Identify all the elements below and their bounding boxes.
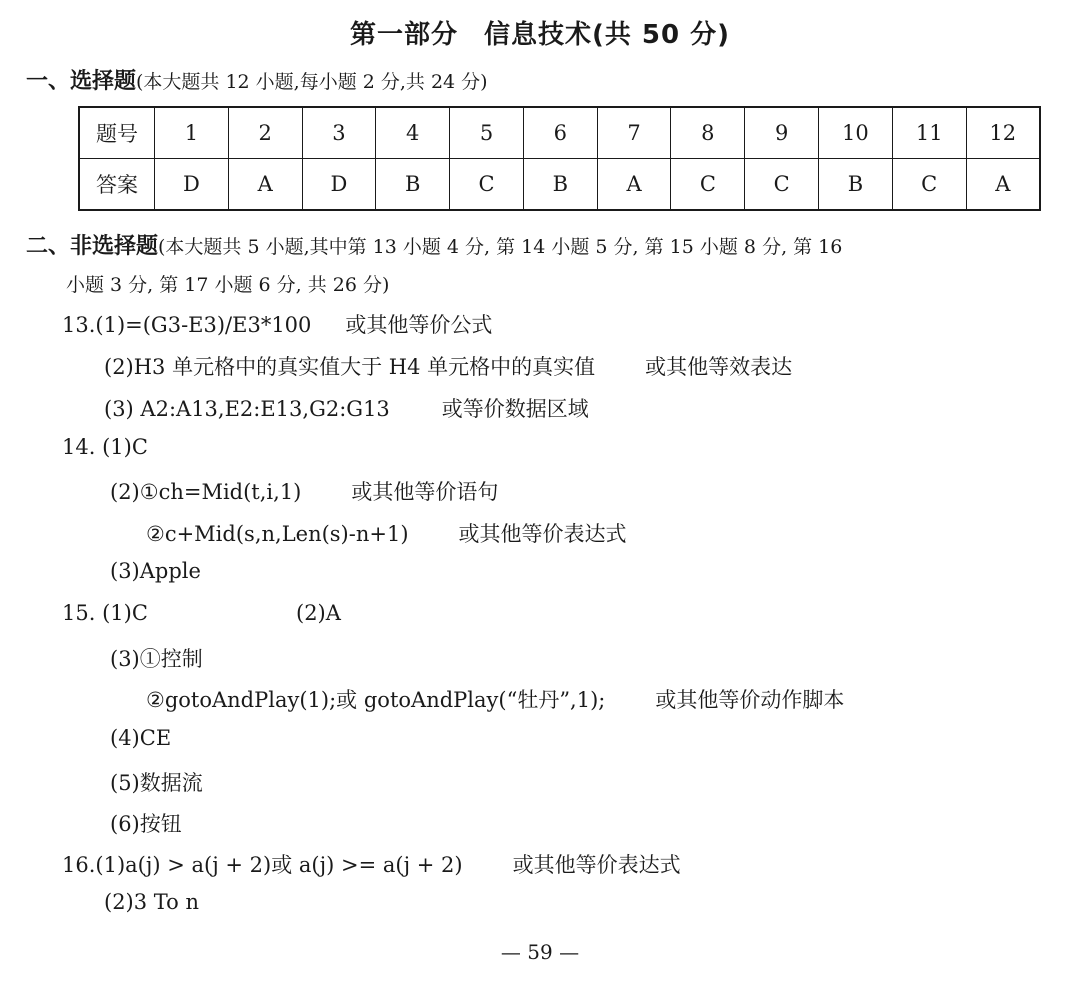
question-number: 6 <box>523 107 597 159</box>
question-number: 2 <box>228 107 302 159</box>
q13-part2-alt: 或其他等效表达 <box>645 355 793 379</box>
q14-part2b-alt: 或其他等价表达式 <box>458 522 627 546</box>
question-number: 9 <box>745 107 819 159</box>
answer-cell: D <box>302 159 376 211</box>
answer-cell: A <box>966 159 1040 211</box>
section2-header <box>26 229 842 260</box>
number-row <box>79 107 1040 159</box>
section1-heading: 一、选择题 <box>26 69 137 94</box>
q13-part3 <box>104 393 589 423</box>
q14-part1: 14. (1)C <box>62 435 148 459</box>
answer-row <box>79 159 1040 211</box>
q13-part1-answer: 13.(1)=(G3-E3)/E3*100 <box>62 313 312 337</box>
title-part2: 信息技术(共 50 分) <box>483 20 731 50</box>
q13-part3-answer: (3) A2:A13,E2:E13,G2:G13 <box>104 397 390 421</box>
q16-part2: (2)3 To n <box>104 890 200 914</box>
q15-part4: (4)CE <box>110 726 172 750</box>
section1-note: (本大题共 12 小题,每小题 2 分,共 24 分) <box>136 71 488 93</box>
question-number: 7 <box>597 107 671 159</box>
q14-part3: (3)Apple <box>110 559 201 583</box>
answer-cell: C <box>892 159 966 211</box>
q14-part2b-answer: ②c+Mid(s,n,Len(s)-n+1) <box>146 522 409 546</box>
section2-heading: 二、非选择题 <box>26 234 159 259</box>
question-number: 1 <box>155 107 229 159</box>
q15-part3b-answer: ②gotoAndPlay(1);或 gotoAndPlay(“牡丹”,1); <box>146 688 606 712</box>
q15-part3b-alt: 或其他等价动作脚本 <box>655 688 845 712</box>
page-number: — 59 — <box>500 940 580 964</box>
q14-part2a-answer: (2)①ch=Mid(t,i,1) <box>110 480 302 504</box>
q16-part1-alt: 或其他等价表达式 <box>512 853 681 877</box>
answer-cell: A <box>597 159 671 211</box>
page-title <box>0 14 1080 51</box>
section2-note-line1: (本大题共 5 小题,其中第 13 小题 4 分, 第 14 小题 5 分, 第 15 小题 8 分, 第 16 <box>158 236 843 258</box>
q13-part3-alt: 或等价数据区域 <box>441 397 589 421</box>
q15-part2: (2)A <box>296 601 341 625</box>
question-number: 4 <box>376 107 450 159</box>
q16-part1 <box>62 849 681 879</box>
answer-cell: D <box>155 159 229 211</box>
q14-part2a-alt: 或其他等价语句 <box>351 480 499 504</box>
q15-part3a: (3)①控制 <box>110 647 203 671</box>
q15-part6: (6)按钮 <box>110 812 182 836</box>
answer-cell: B <box>819 159 893 211</box>
question-number: 12 <box>966 107 1040 159</box>
question-number: 3 <box>302 107 376 159</box>
q13-part2-answer: (2)H3 单元格中的真实值大于 H4 单元格中的真实值 <box>104 355 596 379</box>
number-row-label: 题号 <box>79 107 155 159</box>
q16-part1-answer: 16.(1)a(j) > a(j + 2)或 a(j) >= a(j + 2) <box>62 853 463 877</box>
q14-part2b <box>146 518 627 548</box>
q13-part2 <box>104 351 792 381</box>
q13-part1 <box>62 309 492 339</box>
question-number: 11 <box>892 107 966 159</box>
section1-header <box>26 64 488 95</box>
q15-part3b <box>146 684 844 714</box>
q13-part1-alt: 或其他等价公式 <box>345 313 493 337</box>
question-number: 5 <box>450 107 524 159</box>
section2-note-line2: 小题 3 分, 第 17 小题 6 分, 共 26 分) <box>66 274 390 296</box>
answer-cell: C <box>450 159 524 211</box>
q15-part1: 15. (1)C <box>62 601 148 625</box>
answer-table <box>78 106 1041 211</box>
q15-part5: (5)数据流 <box>110 771 203 795</box>
answer-cell: B <box>523 159 597 211</box>
q14-part2a <box>110 476 498 506</box>
answer-cell: C <box>745 159 819 211</box>
question-number: 10 <box>819 107 893 159</box>
answer-cell: C <box>671 159 745 211</box>
answer-cell: B <box>376 159 450 211</box>
question-number: 8 <box>671 107 745 159</box>
title-part1: 第一部分 <box>349 20 458 50</box>
answer-row-label: 答案 <box>79 159 155 211</box>
answer-cell: A <box>228 159 302 211</box>
